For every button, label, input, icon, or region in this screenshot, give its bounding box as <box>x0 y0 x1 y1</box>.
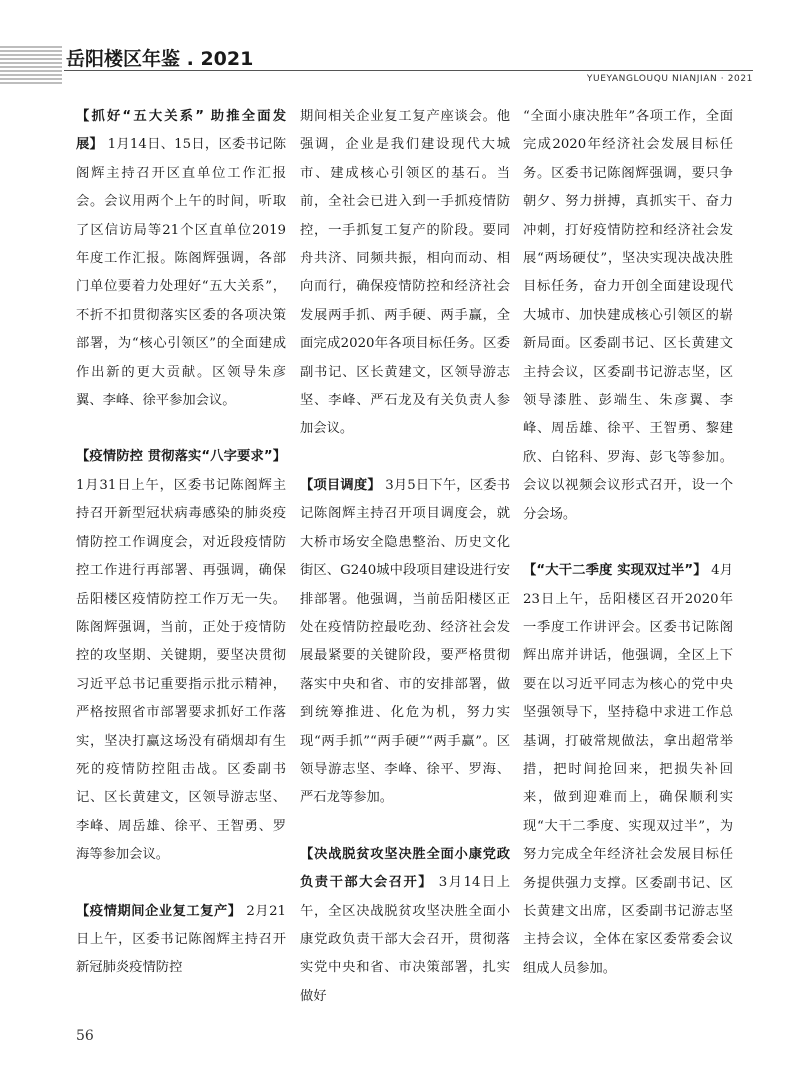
text-column-3 <box>523 103 733 1011</box>
entry-body: 3月14日上午，全区决战脱贫攻坚决胜全面小康党政负责干部大会召开，贯彻落实党中央和省、市决策部署，扎实做好 <box>300 875 510 1004</box>
text-column-2 <box>300 103 510 1039</box>
entry-heading: 【项目调度】 <box>300 477 381 493</box>
entry-five-relations <box>76 103 286 415</box>
entry-heading: 【抓好“五大关系” 助推全面发 展】 <box>76 109 286 153</box>
entry-resume-production-cont <box>300 103 510 444</box>
entry-body: 4月23日上午，岳阳楼区召开2020年一季度工作讲评会。区委书记陈阁辉出席并讲话，他强调，全区上下要在以习近平同志为核心的党中央坚强领导下，坚持稳中求进工作总基调，打破常规做法，拿出超常举措，把时间抢回来，把损失补回来，做到迎难而上，确保顺利实现“大干二季度、实现双过半”，为努力完成全年经济社会发展目标任务提供强力支撑。区委副书记、区长黄建文出席，区委副书记游志坚主持会议，全体在家区委常委会议组成人员参加。 <box>523 563 734 976</box>
entry-poverty-conference-cont <box>523 103 733 529</box>
entry-poverty-conference <box>300 841 510 1011</box>
yearbook-title: 岳阳楼区年鉴 . 2021 <box>66 48 254 70</box>
entry-body: 2月21日上午，区委书记陈阁辉主持召开新冠肺炎疫情防控 <box>76 903 287 976</box>
entry-heading: 【“大干二季度 实现双过半”】 <box>523 563 707 579</box>
header-rule <box>64 70 753 71</box>
entry-body: “全面小康决胜年”各项工作，全面完成2020年经济社会发展目标任务。区委书记陈阁辉强调，要只争朝夕、努力拼搏，真抓实干、奋力冲刺，打好疫情防控和经济社会发展“两场硬仗”，坚决实现决战决胜目标任务，奋力开创全面建设现代大城市、加快建成核心引领区的崭新局面。区委副书记、区长黄建文主持会议，区委副书记游志坚，区领导漆胜、彭端生、朱彦翼、李峰、周岳雄、徐平、王智勇、黎建欣、白铭科、罗海、彭飞等参加。会议以视频会议形式召开，设一个分会场。 <box>523 109 733 522</box>
page-number: 56 <box>76 1028 94 1044</box>
entry-epidemic-control <box>76 443 286 869</box>
entry-body: 期间相关企业复工复产座谈会。他强调，企业是我们建设现代大城市、建成核心引领区的基石。当前，全社会已进入到一手抓疫情防控，一手抓复工复产的阶段。要同舟共济、同频共振，相向而动、相向而行，确保疫情防控和经济社会发展两手抓、两手硬、两手赢，全面完成2020年各项目标任务。区委副书记、区长黄建文，区领导游志坚、李峰、严石龙及有关负责人参加会议。 <box>300 109 510 437</box>
header-stripes-decoration <box>0 46 62 86</box>
entry-body: 3月5日下午，区委书记陈阁辉主持召开项目调度会，就大桥市场安全隐患整治、历史文化街区、G240城中段项目建设进行安排部署。他强调，当前岳阳楼区正处在疫情防控最吃劲、经济社会发展最紧要的关键阶段，要严格贯彻落实中央和省、市的安排部署，做到统筹推进、化危为机，努力实现“两手抓”“两手硬”“两手赢”。区领导游志坚、李峰、徐平、罗海、严石龙等参加。 <box>300 477 510 806</box>
text-column-1 <box>76 103 286 1011</box>
entry-heading: 【疫情期间企业复工复产】 <box>76 903 242 919</box>
entry-resume-production <box>76 898 286 983</box>
entry-body: 1月31日上午，区委书记陈阁辉主持召开新型冠状病毒感染的肺炎疫情防控工作调度会，对近段疫情防控工作进行再部署、再强调，确保岳阳楼区疫情防控工作万无一失。陈阁辉强调，当前，正处于疫情防控的攻坚期、关键期，要坚决贯彻习近平总书记重要指示批示精神，严格按照省市部署要求抓好工作落实，坚决打赢这场没有硝烟却有生死的疫情防控阻击战。区委副书记、区长黄建文，区领导游志坚、李峰、周岳雄、徐平、王智勇、罗海等参加会议。 <box>76 477 286 863</box>
entry-heading: 【疫情防控 贯彻落实“八字要求”】 <box>76 449 286 465</box>
yearbook-subtitle: YUEYANGLOUQU NIANJIAN · 2021 <box>586 74 753 84</box>
entry-project-dispatch <box>300 472 510 813</box>
entry-second-quarter <box>523 557 733 983</box>
entry-heading: 【决战脱贫攻坚决胜全面小康党政负责干部大会召开】 <box>300 846 510 891</box>
entry-body: 1月14日、15日，区委书记陈阁辉主持召开区直单位工作汇报会。会议用两个上午的时间，听取了区信访局等21个区直单位2019年度工作汇报。陈阁辉强调，各部门单位要着力处理好“五大关系”，不折不扣贯彻落实区委的各项决策部署，为“核心引领区”的全面建成作出新的更大贡献。区领导朱彦翼、李峰、徐平参加会议。 <box>76 137 287 409</box>
